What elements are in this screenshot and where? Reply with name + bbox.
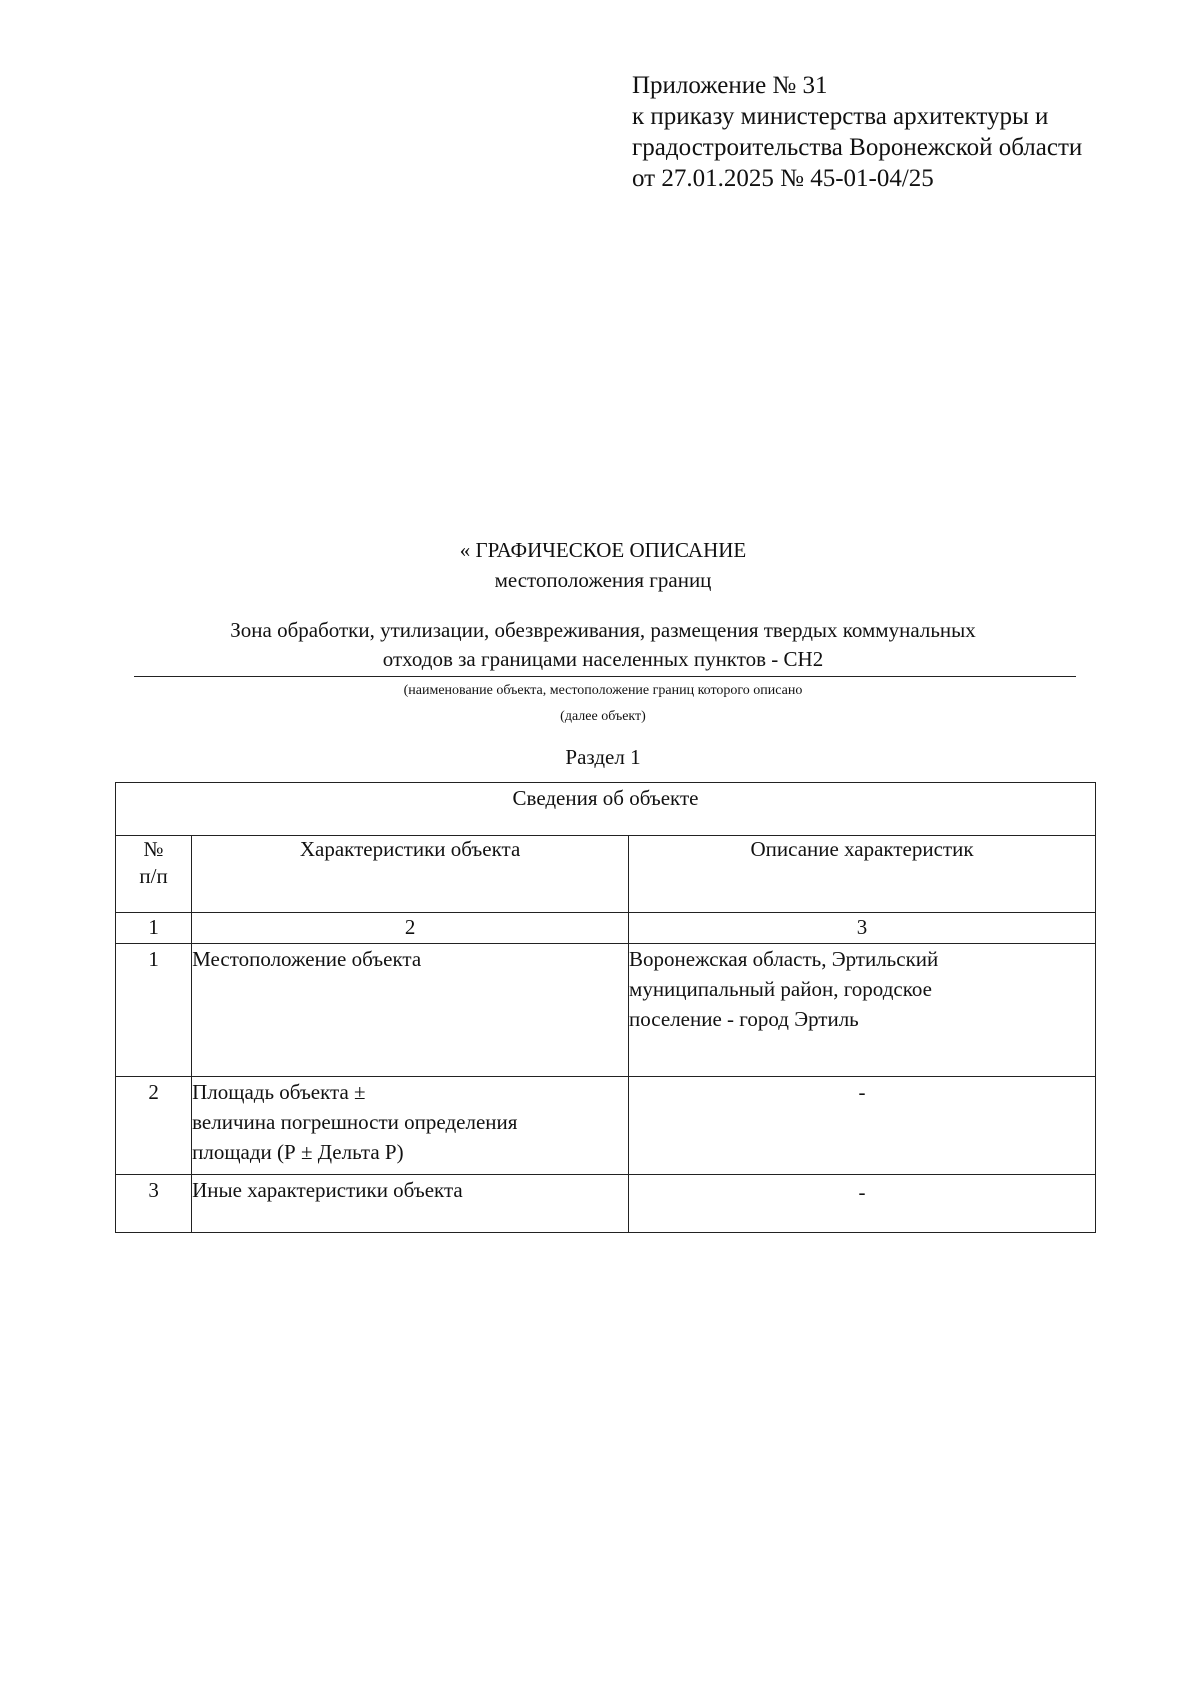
characteristic-line: Местоположение объекта — [192, 947, 422, 971]
table-row — [116, 1175, 1096, 1233]
characteristic-line: Иные характеристики объекта — [192, 1178, 463, 1202]
object-caption-line-1: (наименование объекта, местоположение границ которого описано — [403, 683, 803, 698]
row-characteristic — [192, 1077, 629, 1175]
description-line: - — [858, 1180, 866, 1204]
row-description — [629, 944, 1096, 1077]
column-number-1: 1 — [116, 913, 192, 944]
row-description — [629, 1077, 1096, 1175]
table-row — [116, 944, 1096, 1077]
characteristic-line: величина погрешности определения — [192, 1110, 518, 1134]
object-caption-line-2: (далее объект) — [560, 709, 646, 724]
row-characteristic — [192, 944, 629, 1077]
appendix-ministry-line: градостроительства Воронежской области — [632, 134, 1083, 161]
header-number — [116, 836, 192, 913]
section-label: Раздел 1 — [565, 745, 641, 769]
description-line: - — [858, 1080, 866, 1104]
row-characteristic — [192, 1175, 629, 1233]
column-number-3: 3 — [629, 913, 1096, 944]
header-number-line-1: № — [143, 837, 164, 861]
table-header-row — [116, 836, 1096, 913]
document-title: « ГРАФИЧЕСКОЕ ОПИСАНИЕ — [459, 538, 747, 562]
object-info-table — [115, 782, 1096, 1233]
object-name-line-2: отходов за границами населенных пунктов - СН2 — [382, 647, 824, 671]
table-caption: Сведения об объекте — [116, 783, 1096, 836]
column-number-row — [116, 913, 1096, 944]
description-line: Воронежская область, Эртильский — [629, 947, 939, 971]
header-number-line-2: п/п — [139, 864, 168, 888]
appendix-date-line: от 27.01.2025 № 45-01-04/25 — [632, 165, 934, 192]
characteristic-line: Площадь объекта ± — [192, 1080, 366, 1104]
table-caption-row — [116, 783, 1096, 836]
object-name-line-1: Зона обработки, утилизации, обезвреживания, размещения твердых коммунальных — [230, 618, 976, 642]
row-number: 1 — [116, 944, 192, 1077]
appendix-number: Приложение № 31 — [632, 72, 828, 99]
description-line: поселение - город Эртиль — [629, 1007, 859, 1031]
characteristic-line: площади (Р ± Дельта Р) — [192, 1140, 404, 1164]
table-row — [116, 1077, 1096, 1175]
row-number: 3 — [116, 1175, 192, 1233]
object-name-underline — [134, 676, 1076, 677]
object-name — [130, 616, 1076, 674]
row-number: 2 — [116, 1077, 192, 1175]
appendix-header — [632, 70, 1172, 194]
header-description: Описание характеристик — [629, 836, 1096, 913]
column-number-2: 2 — [192, 913, 629, 944]
appendix-order-line: к приказу министерства архитектуры и — [632, 103, 1049, 130]
header-characteristic: Характеристики объекта — [192, 836, 629, 913]
description-line: муниципальный район, городское — [629, 977, 932, 1001]
document-subtitle: местоположения границ — [494, 568, 712, 592]
row-description — [629, 1175, 1096, 1233]
